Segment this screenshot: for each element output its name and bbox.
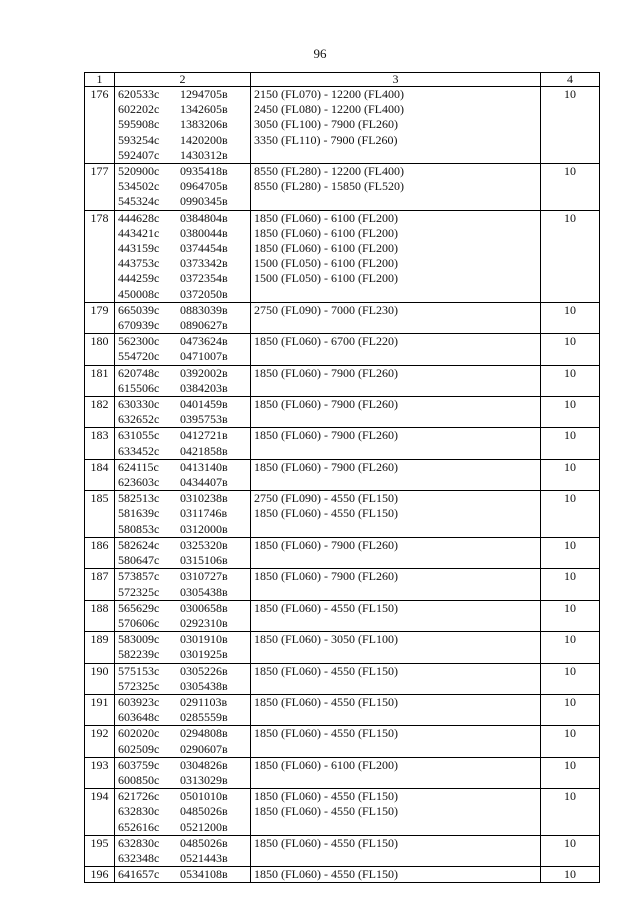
- latitude: 641657c: [118, 867, 160, 882]
- altitude-range: 1850 (FL060) - 7900 (FL260): [254, 365, 398, 380]
- coordinates-cell: [115, 632, 251, 663]
- altitude-range: 1500 (FL050) - 6100 (FL200): [254, 271, 398, 286]
- longitude: 1420200в: [180, 132, 228, 147]
- latitude: 580853c: [118, 521, 160, 536]
- coordinate-pair: [118, 226, 247, 241]
- table-row: [85, 537, 600, 568]
- latitude: 665039c: [118, 302, 160, 317]
- latitude: 595908c: [118, 117, 160, 132]
- altitude-cell: [251, 491, 541, 538]
- value-cell: 10: [541, 459, 600, 490]
- value-cell: 10: [541, 757, 600, 788]
- column-header: 3: [251, 73, 541, 87]
- row-number: 179: [85, 302, 115, 333]
- coordinate-pair: [118, 758, 247, 773]
- longitude: 0473624в: [180, 334, 228, 349]
- coordinate-pair: [118, 303, 247, 318]
- latitude: 534502c: [118, 179, 160, 194]
- altitude-range: 1850 (FL060) - 6100 (FL200): [254, 757, 398, 772]
- altitude-range: 1850 (FL060) - 4550 (FL150): [254, 600, 398, 615]
- value-cell: 10: [541, 694, 600, 725]
- row-number: 196: [85, 867, 115, 883]
- coordinate-pair: [118, 820, 247, 835]
- longitude: 0312000в: [180, 521, 228, 536]
- coordinate-pair: [118, 87, 247, 102]
- coordinate-pair: [118, 412, 247, 427]
- altitude-range: 1850 (FL060) - 7900 (FL260): [254, 569, 398, 584]
- coordinate-pair: [118, 460, 247, 475]
- altitude-range: 1850 (FL060) - 7900 (FL260): [254, 459, 398, 474]
- longitude: 0380044в: [180, 225, 228, 240]
- longitude: 0305438в: [180, 584, 228, 599]
- coordinate-pair: [118, 664, 247, 679]
- longitude: 0412721в: [180, 428, 228, 443]
- coordinate-pair: [118, 867, 247, 882]
- altitude-range: 1500 (FL050) - 6100 (FL200): [254, 256, 398, 271]
- latitude: 593254c: [118, 132, 160, 147]
- altitude-range: 1850 (FL060) - 7900 (FL260): [254, 397, 398, 412]
- altitude-range: 1850 (FL060) - 3050 (FL100): [254, 632, 398, 647]
- latitude: 603648c: [118, 710, 160, 725]
- row-number: 188: [85, 600, 115, 631]
- latitude: 592407c: [118, 147, 160, 162]
- row-number: 191: [85, 694, 115, 725]
- coordinate-pair: [118, 334, 247, 349]
- coordinate-pair: [118, 491, 247, 506]
- row-number: 177: [85, 164, 115, 211]
- longitude: 0301910в: [180, 632, 228, 647]
- value-cell: 10: [541, 569, 600, 600]
- altitude-cell: [251, 569, 541, 600]
- coordinate-pair: [118, 616, 247, 631]
- coordinate-pair: [118, 164, 247, 179]
- altitude-cell: [251, 365, 541, 396]
- coordinate-pair: [118, 211, 247, 226]
- coordinate-pair: [118, 647, 247, 662]
- longitude: 1430312в: [180, 147, 228, 162]
- altitude-cell: [251, 459, 541, 490]
- coordinates-cell: [115, 835, 251, 866]
- row-number: 194: [85, 789, 115, 836]
- value-cell: 10: [541, 491, 600, 538]
- altitude-range: 1850 (FL060) - 4550 (FL150): [254, 694, 398, 709]
- longitude: 0372050в: [180, 286, 228, 301]
- row-number: 180: [85, 334, 115, 365]
- airspace-table: [84, 72, 600, 883]
- table-row: [85, 164, 600, 211]
- latitude: 631055c: [118, 428, 160, 443]
- altitude-range: 1850 (FL060) - 4550 (FL150): [254, 789, 398, 804]
- coordinate-pair: [118, 194, 247, 209]
- longitude: 0310238в: [180, 491, 228, 506]
- altitude-range: 2750 (FL090) - 7000 (FL230): [254, 302, 398, 317]
- row-number: 192: [85, 726, 115, 757]
- table-row: [85, 491, 600, 538]
- value-cell: 10: [541, 334, 600, 365]
- coordinates-cell: [115, 663, 251, 694]
- coordinate-pair: [118, 148, 247, 163]
- longitude: 0305226в: [180, 663, 228, 678]
- longitude: 1342605в: [180, 102, 228, 117]
- coordinate-pair: [118, 585, 247, 600]
- longitude: 0501010в: [180, 789, 228, 804]
- coordinate-pair: [118, 679, 247, 694]
- altitude-cell: [251, 397, 541, 428]
- value-cell: 10: [541, 164, 600, 211]
- latitude: 632830c: [118, 835, 160, 850]
- table-row: [85, 210, 600, 302]
- latitude: 554720c: [118, 349, 160, 364]
- latitude: 600850c: [118, 772, 160, 787]
- row-number: 185: [85, 491, 115, 538]
- longitude: 0384804в: [180, 210, 228, 225]
- latitude: 632652c: [118, 412, 160, 427]
- row-number: 186: [85, 537, 115, 568]
- coordinates-cell: [115, 210, 251, 302]
- coordinates-cell: [115, 726, 251, 757]
- latitude: 583009c: [118, 632, 160, 647]
- latitude: 450008c: [118, 286, 160, 301]
- coordinate-pair: [118, 102, 247, 117]
- latitude: 565629c: [118, 600, 160, 615]
- value-cell: 10: [541, 663, 600, 694]
- coordinate-pair: [118, 133, 247, 148]
- coordinates-cell: [115, 459, 251, 490]
- coordinate-pair: [118, 522, 247, 537]
- longitude: 0372354в: [180, 271, 228, 286]
- latitude: 582239c: [118, 647, 160, 662]
- page-number: 96: [313, 46, 327, 61]
- longitude: 0434407в: [180, 475, 228, 490]
- altitude-cell: [251, 757, 541, 788]
- altitude-cell: [251, 663, 541, 694]
- longitude: 1294705в: [180, 87, 228, 101]
- longitude: 0292310в: [180, 615, 228, 630]
- latitude: 582513c: [118, 491, 160, 506]
- latitude: 603759c: [118, 757, 160, 772]
- altitude-range: 3050 (FL100) - 7900 (FL260): [254, 117, 398, 132]
- coordinate-pair: [118, 851, 247, 866]
- value-cell: 10: [541, 397, 600, 428]
- longitude: 0401459в: [180, 397, 228, 412]
- table-row: [85, 835, 600, 866]
- coordinate-pair: [118, 726, 247, 741]
- altitude-range: 2150 (FL070) - 12200 (FL400): [254, 87, 404, 101]
- latitude: 603923c: [118, 694, 160, 709]
- longitude: 0291103в: [180, 694, 228, 709]
- coordinate-pair: [118, 318, 247, 333]
- table-row: [85, 867, 600, 883]
- row-number: 178: [85, 210, 115, 302]
- longitude: 0311746в: [180, 506, 228, 521]
- altitude-cell: [251, 537, 541, 568]
- altitude-cell: [251, 600, 541, 631]
- latitude: 575153c: [118, 663, 160, 678]
- row-number: 182: [85, 397, 115, 428]
- table-row: [85, 397, 600, 428]
- longitude: 0485026в: [180, 804, 228, 819]
- coordinates-cell: [115, 491, 251, 538]
- longitude: 0304826в: [180, 757, 228, 772]
- coordinate-pair: [118, 789, 247, 804]
- coordinate-pair: [118, 742, 247, 757]
- table-row: [85, 302, 600, 333]
- row-number: 189: [85, 632, 115, 663]
- latitude: 520900c: [118, 164, 160, 179]
- altitude-cell: [251, 726, 541, 757]
- longitude: 1383206в: [180, 117, 228, 132]
- coordinates-cell: [115, 397, 251, 428]
- table-row: [85, 569, 600, 600]
- altitude-range: 1850 (FL060) - 6100 (FL200): [254, 210, 398, 225]
- altitude-cell: [251, 164, 541, 211]
- value-cell: 10: [541, 365, 600, 396]
- coordinate-pair: [118, 444, 247, 459]
- longitude: 0413140в: [180, 459, 228, 474]
- coordinate-pair: [118, 428, 247, 443]
- table-row: [85, 600, 600, 631]
- value-cell: 10: [541, 537, 600, 568]
- value-cell: 10: [541, 210, 600, 302]
- table-row: [85, 334, 600, 365]
- latitude: 443421c: [118, 225, 160, 240]
- coordinate-pair: [118, 506, 247, 521]
- coordinate-pair: [118, 381, 247, 396]
- coordinate-pair: [118, 695, 247, 710]
- latitude: 632348c: [118, 850, 160, 865]
- altitude-range: 2450 (FL080) - 12200 (FL400): [254, 102, 404, 117]
- altitude-cell: [251, 789, 541, 836]
- coordinate-pair: [118, 710, 247, 725]
- coordinate-pair: [118, 366, 247, 381]
- latitude: 581639c: [118, 506, 160, 521]
- row-number: 187: [85, 569, 115, 600]
- altitude-range: 1850 (FL060) - 6100 (FL200): [254, 225, 398, 240]
- longitude: 0534108в: [180, 867, 228, 882]
- table-row: [85, 663, 600, 694]
- latitude: 632830c: [118, 804, 160, 819]
- coordinates-cell: [115, 365, 251, 396]
- latitude: 562300c: [118, 334, 160, 349]
- longitude: 0421858в: [180, 443, 228, 458]
- latitude: 580647c: [118, 553, 160, 568]
- coordinate-pair: [118, 601, 247, 616]
- longitude: 0313029в: [180, 772, 228, 787]
- latitude: 602509c: [118, 741, 160, 756]
- column-header: 1: [85, 73, 115, 87]
- latitude: 624115c: [118, 459, 159, 474]
- latitude: 615506c: [118, 380, 160, 395]
- latitude: 670939c: [118, 318, 160, 333]
- longitude: 0485026в: [180, 835, 228, 850]
- table-body: [85, 87, 600, 883]
- coordinates-cell: [115, 302, 251, 333]
- longitude: 0935418в: [180, 164, 228, 179]
- altitude-cell: [251, 632, 541, 663]
- coordinate-pair: [118, 632, 247, 647]
- coordinate-pair: [118, 397, 247, 412]
- coordinate-pair: [118, 179, 247, 194]
- coordinate-pair: [118, 271, 247, 286]
- altitude-cell: [251, 210, 541, 302]
- altitude-range: 1850 (FL060) - 4550 (FL150): [254, 804, 398, 819]
- coordinate-pair: [118, 538, 247, 553]
- latitude: 443753c: [118, 256, 160, 271]
- latitude: 545324c: [118, 194, 160, 209]
- table-header-row: [85, 73, 600, 87]
- latitude: 630330c: [118, 397, 160, 412]
- table-row: [85, 632, 600, 663]
- altitude-range: 8550 (FL280) - 15850 (FL520): [254, 179, 404, 194]
- latitude: 633452c: [118, 443, 160, 458]
- altitude-range: 1850 (FL060) - 7900 (FL260): [254, 428, 398, 443]
- coordinates-cell: [115, 164, 251, 211]
- longitude: 0300658в: [180, 600, 228, 615]
- latitude: 572325c: [118, 678, 160, 693]
- coordinates-cell: [115, 694, 251, 725]
- coordinates-cell: [115, 757, 251, 788]
- value-cell: 10: [541, 632, 600, 663]
- latitude: 444259c: [118, 271, 160, 286]
- value-cell: 10: [541, 789, 600, 836]
- longitude: 0310727в: [180, 569, 228, 584]
- latitude: 573857c: [118, 569, 160, 584]
- coordinate-pair: [118, 804, 247, 819]
- altitude-range: 1850 (FL060) - 4550 (FL150): [254, 726, 398, 741]
- coordinates-cell: [115, 867, 251, 883]
- value-cell: 10: [541, 600, 600, 631]
- table-row: [85, 757, 600, 788]
- row-number: 190: [85, 663, 115, 694]
- longitude: 0392002в: [180, 365, 228, 380]
- altitude-range: 1850 (FL060) - 6700 (FL220): [254, 334, 398, 349]
- longitude: 0384203в: [180, 380, 228, 395]
- value-cell: 10: [541, 867, 600, 883]
- value-cell: 10: [541, 428, 600, 459]
- latitude: 652616c: [118, 819, 160, 834]
- longitude: 0373342в: [180, 256, 228, 271]
- altitude-range: 1850 (FL060) - 4550 (FL150): [254, 506, 398, 521]
- altitude-cell: [251, 867, 541, 883]
- value-cell: 10: [541, 302, 600, 333]
- longitude: 0294808в: [180, 726, 228, 741]
- latitude: 602020c: [118, 726, 160, 741]
- longitude: 0285559в: [180, 710, 228, 725]
- altitude-range: 1850 (FL060) - 4550 (FL150): [254, 663, 398, 678]
- row-number: 183: [85, 428, 115, 459]
- longitude: 0521200в: [180, 819, 228, 834]
- coordinate-pair: [118, 773, 247, 788]
- altitude-cell: [251, 694, 541, 725]
- longitude: 0471007в: [180, 349, 228, 364]
- latitude: 620533c: [118, 87, 160, 101]
- column-header: 2: [115, 73, 251, 87]
- coordinates-cell: [115, 789, 251, 836]
- latitude: 602202c: [118, 102, 160, 117]
- altitude-range: 8550 (FL280) - 12200 (FL400): [254, 164, 404, 179]
- row-number: 184: [85, 459, 115, 490]
- longitude: 0374454в: [180, 241, 228, 256]
- altitude-cell: [251, 835, 541, 866]
- coordinate-pair: [118, 349, 247, 364]
- latitude: 444628c: [118, 210, 160, 225]
- longitude: 0395753в: [180, 412, 228, 427]
- row-number: 193: [85, 757, 115, 788]
- altitude-range: 1850 (FL060) - 7900 (FL260): [254, 537, 398, 552]
- row-number: 181: [85, 365, 115, 396]
- coordinates-cell: [115, 334, 251, 365]
- coordinate-pair: [118, 287, 247, 302]
- altitude-range: 1850 (FL060) - 4550 (FL150): [254, 867, 398, 882]
- coordinates-cell: [115, 87, 251, 164]
- value-cell: 10: [541, 87, 600, 164]
- longitude: 0890627в: [180, 318, 228, 333]
- longitude: 0290607в: [180, 741, 228, 756]
- coordinates-cell: [115, 569, 251, 600]
- row-number: 195: [85, 835, 115, 866]
- coordinate-pair: [118, 553, 247, 568]
- altitude-range: 3350 (FL110) - 7900 (FL260): [254, 132, 398, 147]
- coordinates-cell: [115, 428, 251, 459]
- longitude: 0521443в: [180, 850, 228, 865]
- latitude: 570606c: [118, 615, 160, 630]
- latitude: 623603c: [118, 475, 160, 490]
- table-row: [85, 726, 600, 757]
- coordinate-pair: [118, 836, 247, 851]
- longitude: 0301925в: [180, 647, 228, 662]
- table-row: [85, 694, 600, 725]
- coordinates-cell: [115, 600, 251, 631]
- altitude-range: 1850 (FL060) - 6100 (FL200): [254, 241, 398, 256]
- coordinate-pair: [118, 241, 247, 256]
- table-row: [85, 87, 600, 164]
- coordinate-pair: [118, 117, 247, 132]
- altitude-cell: [251, 334, 541, 365]
- altitude-cell: [251, 428, 541, 459]
- coordinate-pair: [118, 569, 247, 584]
- longitude: 0964705в: [180, 179, 228, 194]
- table-row: [85, 428, 600, 459]
- longitude: 0305438в: [180, 678, 228, 693]
- column-header: 4: [541, 73, 600, 87]
- altitude-range: 1850 (FL060) - 4550 (FL150): [254, 835, 398, 850]
- coordinate-pair: [118, 256, 247, 271]
- row-number: 176: [85, 87, 115, 164]
- altitude-cell: [251, 87, 541, 164]
- longitude: 0883039в: [180, 302, 228, 317]
- latitude: 621726c: [118, 789, 160, 804]
- latitude: 582624c: [118, 537, 160, 552]
- latitude: 620748c: [118, 365, 160, 380]
- latitude: 572325c: [118, 584, 160, 599]
- table-row: [85, 459, 600, 490]
- value-cell: 10: [541, 835, 600, 866]
- coordinate-pair: [118, 475, 247, 490]
- altitude-range: 2750 (FL090) - 4550 (FL150): [254, 491, 398, 506]
- table-row: [85, 365, 600, 396]
- altitude-cell: [251, 302, 541, 333]
- longitude: 0990345в: [180, 194, 228, 209]
- latitude: 443159c: [118, 241, 160, 256]
- coordinates-cell: [115, 537, 251, 568]
- longitude: 0315106в: [180, 553, 228, 568]
- table-row: [85, 789, 600, 836]
- value-cell: 10: [541, 726, 600, 757]
- longitude: 0325320в: [180, 537, 228, 552]
